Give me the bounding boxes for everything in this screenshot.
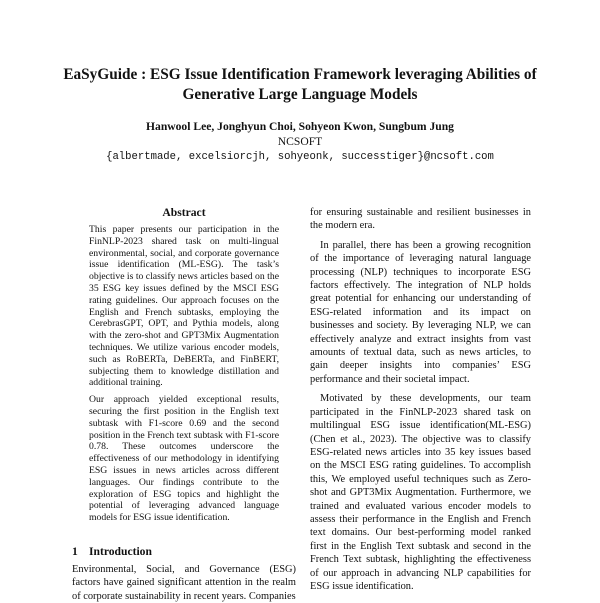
body-paragraph: for ensuring sustainable and resilient businesses in the modern era.	[310, 207, 531, 232]
author-emails: {albertmade, excelsiorcjh, sohyeonk, successtiger}@ncsoft.com	[106, 151, 494, 163]
introduction-heading	[72, 545, 152, 559]
abstract-heading: Abstract	[162, 206, 206, 219]
abstract-paragraph: Our approach yielded exceptional results, securing the first position in the English text subtask with F1-score 0.69 and the second position in the French text subtask with F1-score 0.78. These outcomes underscore the effectiveness of our methodology in identifying ESG issues in news articles across different languages. Our findings contribute to the exploration of ESG topics and highlight the potential of leveraging advanced language models for ESG issue identification.	[89, 394, 279, 524]
abstract-paragraph: This paper presents our participation in the FinNLP-2023 shared task on multi-lingual environmental, social, and corporate governance issue identification (ML-ESG). The task’s objective is to classify news articles based on the 35 ESG key issues defined by the MSCI ESG rating guidelines. Our approach focuses on the English and French subtasks, employing the CerebrasGPT, OPT, and Pythia models, along with the zero-shot and GPT3Mix Augmentation techniques. We utilize various encoder models, such as RoBERTa, DeBERTa, and FinBERT, subjecting them to knowledge distillation and additional training.	[89, 224, 279, 389]
body-paragraph: Environmental, Social, and Governance (ESG) factors have gained significant attention in the realm of corporate sustainability in recent years. Companies	[72, 564, 296, 602]
body-paragraph: Motivated by these developments, our team participated in the FinNLP-2023 shared task on multilingual ESG issue identification(ML-ESG)(Chen et al., 2023). The objective was to classify ESG-related news articles into 35 key issues based on the MSCI ESG rating guidelines. To accomplish this, We employed useful techniques such as Zero-shot and GPT3Mix Augmentation. Furthermore, we trained and evaluated various encoder models to assess their performance in the English and French text domains. Our best-performing model ranked first in the English Text subtask and second in the French Text subtask, highlighting the effectiveness of our approach in advancing NLP capabilities for ESG issue identification.	[310, 393, 531, 592]
body-paragraph: In parallel, there has been a growing recognition of the importance of leveraging natural language processing (NLP) techniques to incorporate ESG factors effectively. The integration of NLP holds great potential for enhancing our understanding of ESG-related information and its impact on businesses and society. By leveraging NLP, we can effectively analyze and extract insights from vast amounts of textual data, such as news articles, to gain deeper insights into companies’ ESG performance and their societal impact.	[310, 239, 531, 385]
abstract-body	[89, 224, 279, 529]
author-list: Hanwool Lee, Jonghyun Choi, Sohyeon Kwon, Sungbum Jung	[146, 120, 454, 133]
section-title: Introduction	[89, 545, 152, 558]
introduction-body	[72, 563, 296, 603]
right-column	[310, 206, 531, 599]
section-number: 1	[72, 545, 78, 558]
paper-title: EaSyGuide : ESG Issue Identification Framework leveraging Abilities of Generative Large Language Models	[63, 66, 537, 103]
affiliation: NCSOFT	[277, 135, 323, 148]
